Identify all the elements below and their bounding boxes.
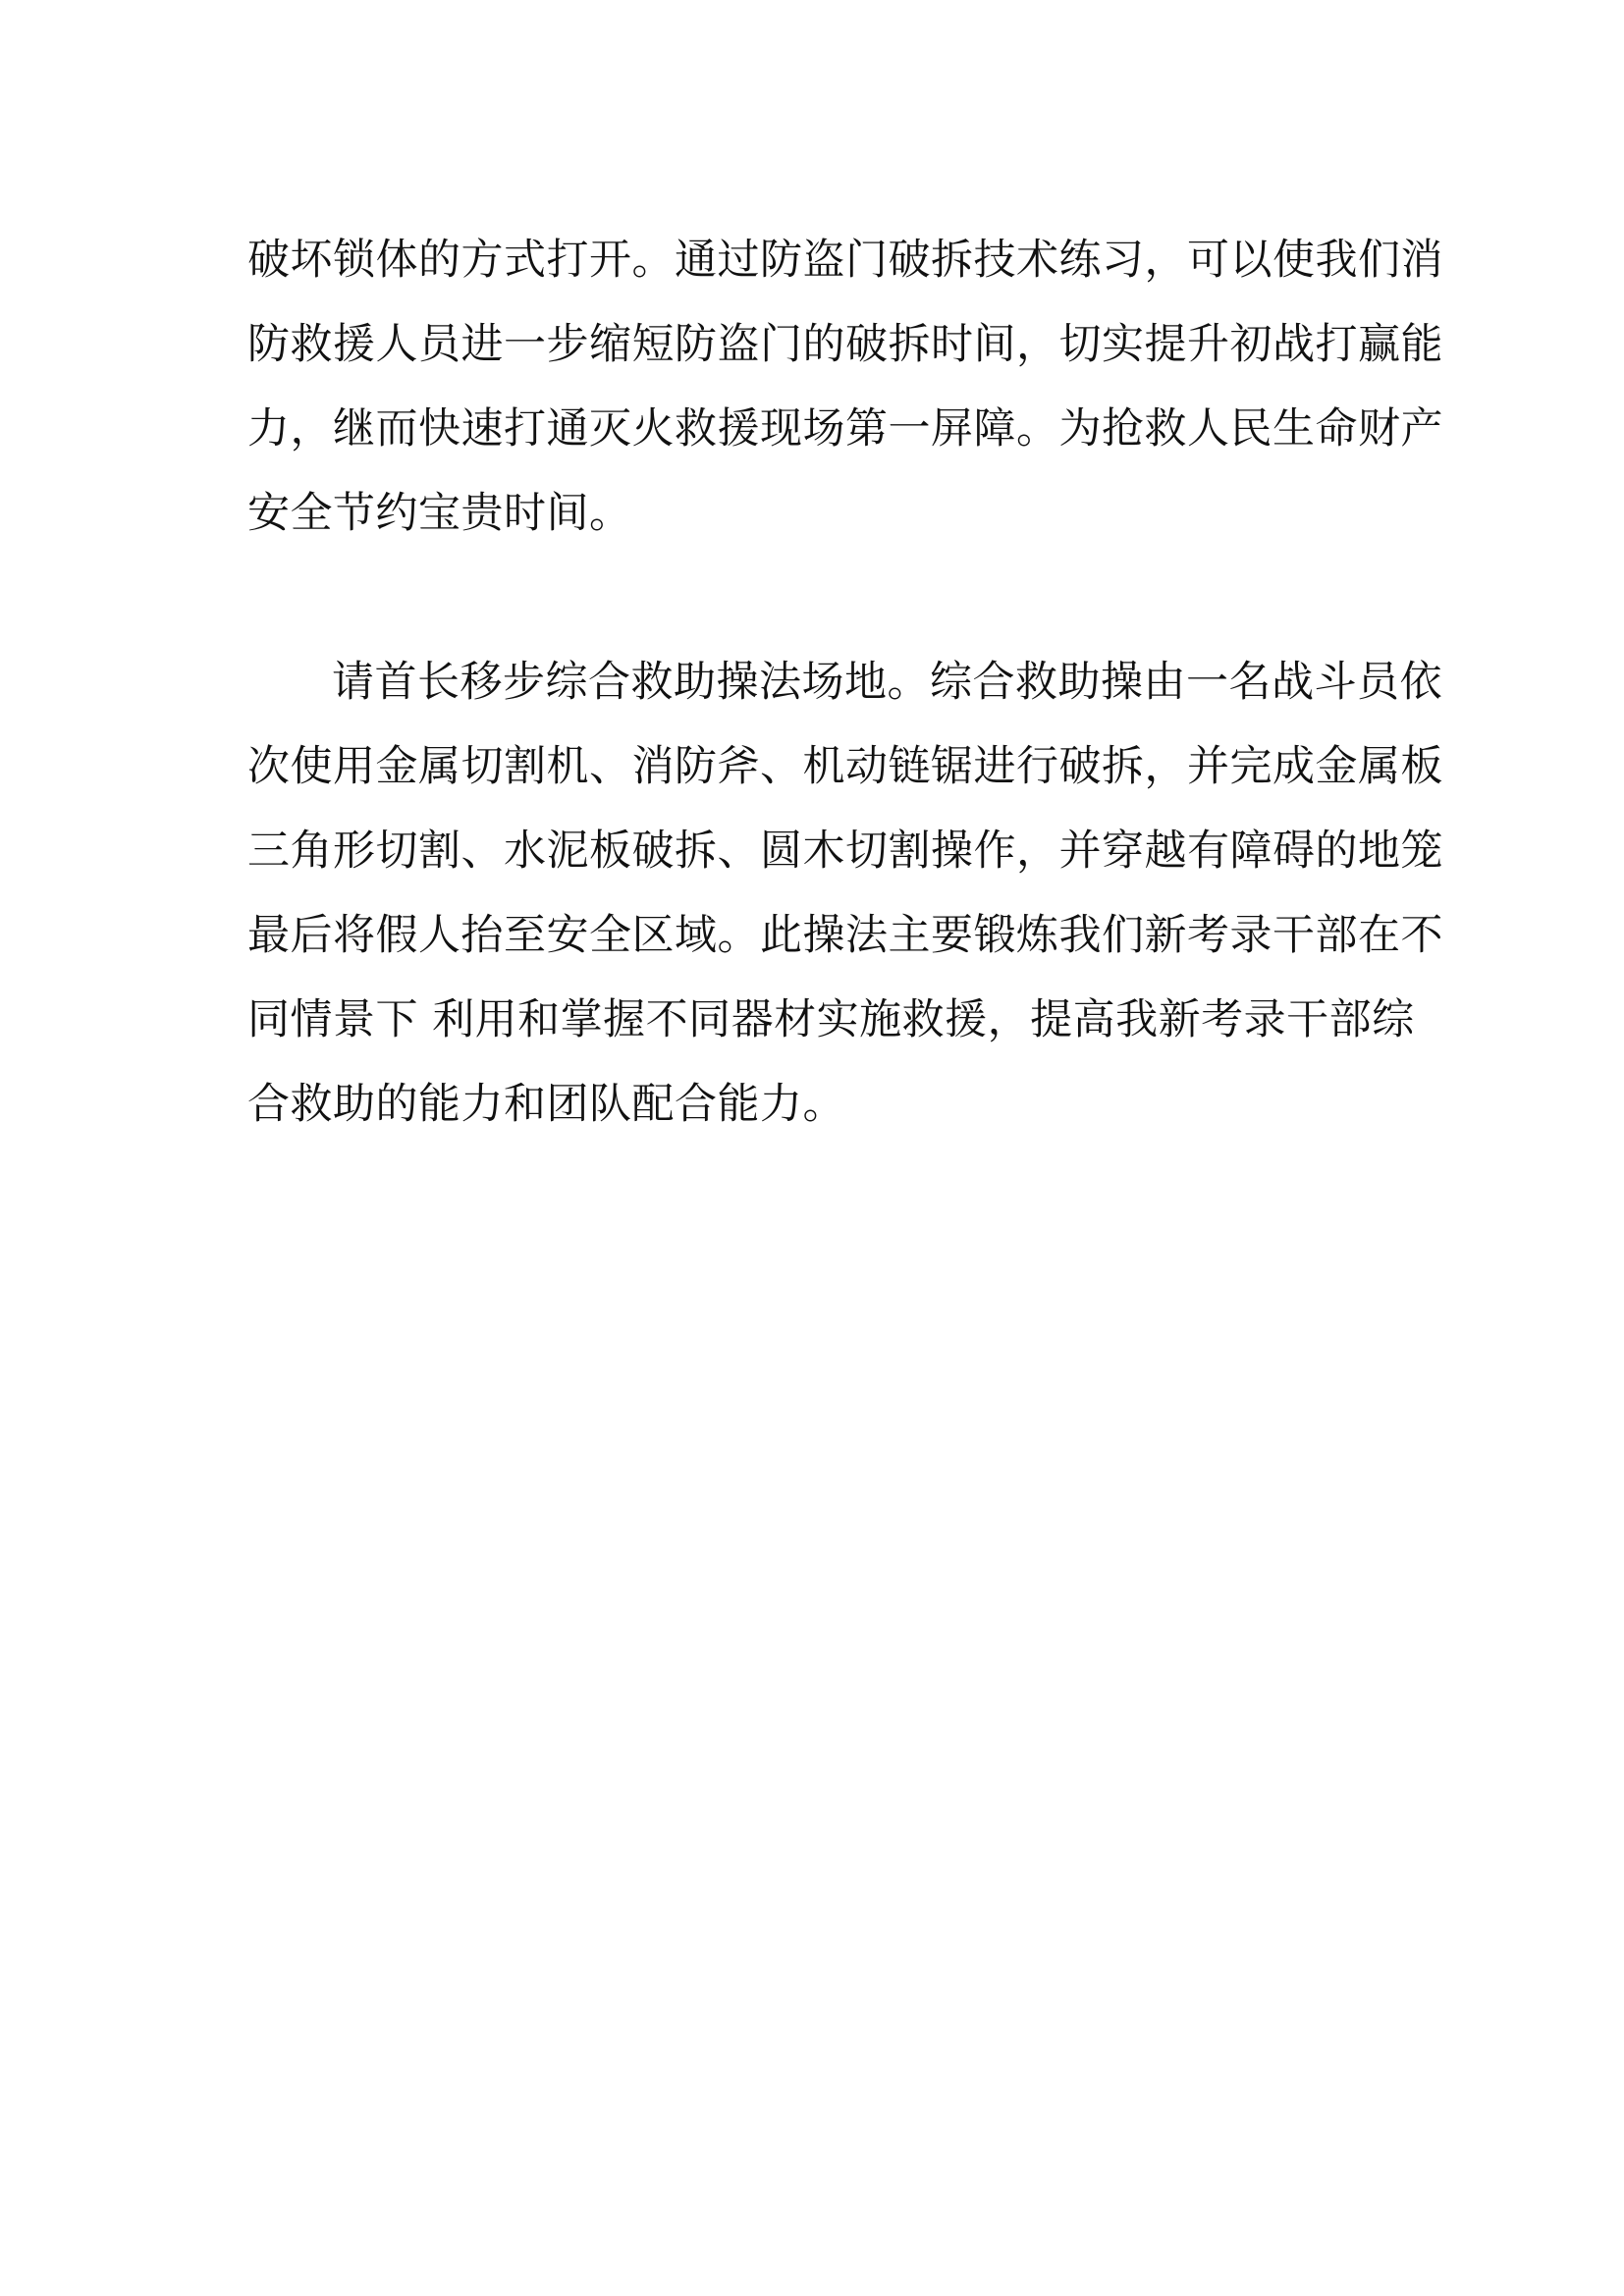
text-line-first: 请首长移步综合救助操法场地。综合救助操由一名战斗员依 bbox=[332, 658, 1442, 707]
text-line: 安全节约宝贵时间。 bbox=[247, 489, 632, 538]
text-line: 同情景下 利用和掌握不同器材实施救援，提高我新考录干部综 bbox=[247, 995, 1415, 1044]
document-body bbox=[247, 218, 1443, 1147]
text-line: 次使用金属切割机、消防斧、机动链锯进行破拆，并完成金属板 bbox=[247, 742, 1443, 791]
text-line: 破坏锁体的方式打开。通过防盗门破拆技术练习，可以使我们消 bbox=[247, 236, 1443, 285]
paragraph-1 bbox=[247, 218, 1443, 556]
text-line: 最后将假人抬至安全区域。此操法主要锻炼我们新考录干部在不 bbox=[247, 911, 1443, 960]
paragraph-2 bbox=[247, 640, 1443, 1147]
text-line: 三角形切割、水泥板破拆、圆木切割操作，并穿越有障碍的地笼 bbox=[247, 827, 1443, 876]
text-line: 合救助的能力和团队配合能力。 bbox=[247, 1080, 845, 1129]
text-line: 防救援人员进一步缩短防盗门的破拆时间，切实提升初战打赢能 bbox=[247, 320, 1443, 369]
text-line: 力，继而快速打通灭火救援现场第一屏障。为抢救人民生命财产 bbox=[247, 404, 1443, 454]
